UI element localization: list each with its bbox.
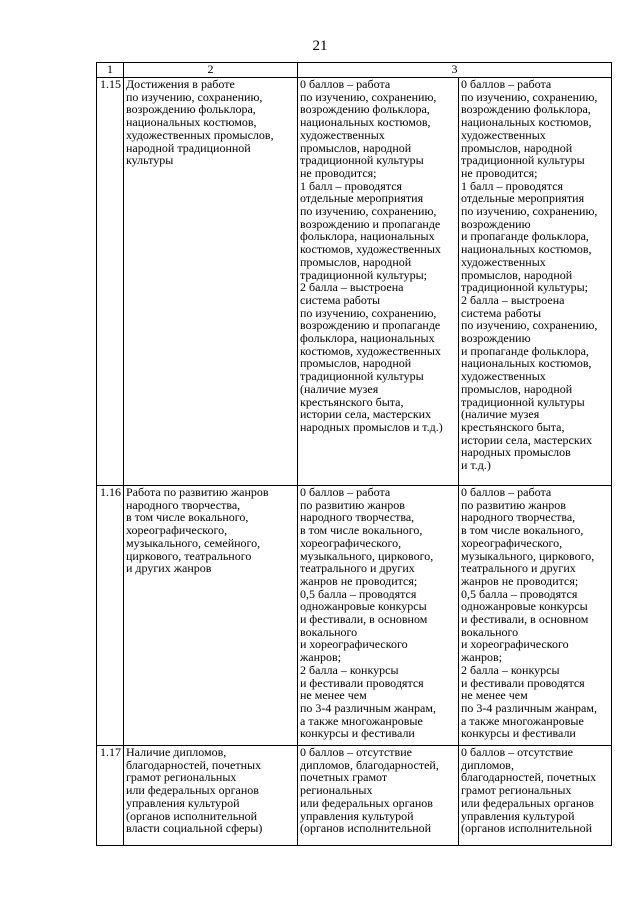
table-row	[97, 486, 612, 746]
scale-cell-b: 0 баллов – работа по изучению, сохранению, возрождению фольклора, национальных костюмов, художественных промыслов, народной традиционной культуры не проводится; 1 балл – проводятся отдельные мероприятия по изучению, сохранению, возрождению и пропаганде фольклора, национальных костюмов, художественных промыслов, народной традиционной культуры; 2 балла – выстроена система работы по изучению, сохранению, возрождению и пропаганде фольклора, национальных костюмов, художественных промыслов, народной традиционной культуры (наличие музея крестьянского быта, истории села, мастерских народных промыслов и т.д.)	[459, 78, 612, 486]
table-row	[97, 78, 612, 486]
criterion-cell: Достижения в работе по изучению, сохранению, возрождению фольклора, национальных костюмов, художественных промыслов, народной традиционной культуры	[124, 78, 298, 486]
scale-cell-a: 0 баллов – работа по изучению, сохранению, возрождению фольклора, национальных костюмов, художественных промыслов, народной традиционной культуры не проводится; 1 балл – проводятся отдельные мероприятия по изучению, сохранению, возрождению и пропаганде фольклора, национальных костюмов, художественных промыслов, народной традиционной культуры; 2 балла – выстроена система работы по изучению, сохранению, возрождению и пропаганде фольклора, национальных костюмов, художественных промыслов, народной традиционной культуры (наличие музея крестьянского быта, истории села, мастерских народных промыслов и т.д.)	[298, 78, 459, 486]
scale-cell-a: 0 баллов – работа по развитию жанров народного творчества, в том числе вокального, хореографического, музыкального, циркового, театрального и других жанров не проводится; 0,5 балла – проводятся одножанровые конкурсы и фестивали, в основном вокального и хореографического жанров; 2 балла – конкурсы и фестивали проводятся не менее чем по 3-4 различным жанрам, а также многожанровые конкурсы и фестивали	[298, 486, 459, 746]
row-number: 1.17	[97, 746, 124, 846]
header-col-2: 2	[124, 63, 298, 78]
criteria-table	[96, 62, 612, 846]
criterion-cell: Наличие дипломов, благодарностей, почетных грамот региональных или федеральных органов управления культурой (органов исполнительной власти социальной сферы)	[124, 746, 298, 846]
header-col-3: 3	[298, 63, 612, 78]
scale-cell-a: 0 баллов – отсутствие дипломов, благодарностей, почетных грамот региональных или федеральных органов управления культурой (органов исполнительной	[298, 746, 459, 846]
criterion-cell: Работа по развитию жанров народного творчества, в том числе вокального, хореографического, музыкального, семейного, циркового, театрального и других жанров	[124, 486, 298, 746]
scale-cell-b: 0 баллов – отсутствие дипломов, благодарностей, почетных грамот региональных или федеральных органов управления культурой (органов исполнительной	[459, 746, 612, 846]
table-row	[97, 746, 612, 846]
header-col-1: 1	[97, 63, 124, 78]
row-number: 1.16	[97, 486, 124, 746]
row-number: 1.15	[97, 78, 124, 486]
page-number: 21	[312, 38, 328, 54]
table-header-row	[97, 63, 612, 78]
scale-cell-b: 0 баллов – работа по развитию жанров народного творчества, в том числе вокального, хореографического, музыкального, циркового, театрального и других жанров не проводится; 0,5 балла – проводятся одножанровые конкурсы и фестивали, в основном вокального и хореографического жанров; 2 балла – конкурсы и фестивали проводятся не менее чем по 3-4 различным жанрам, а также многожанровые конкурсы и фестивали	[459, 486, 612, 746]
